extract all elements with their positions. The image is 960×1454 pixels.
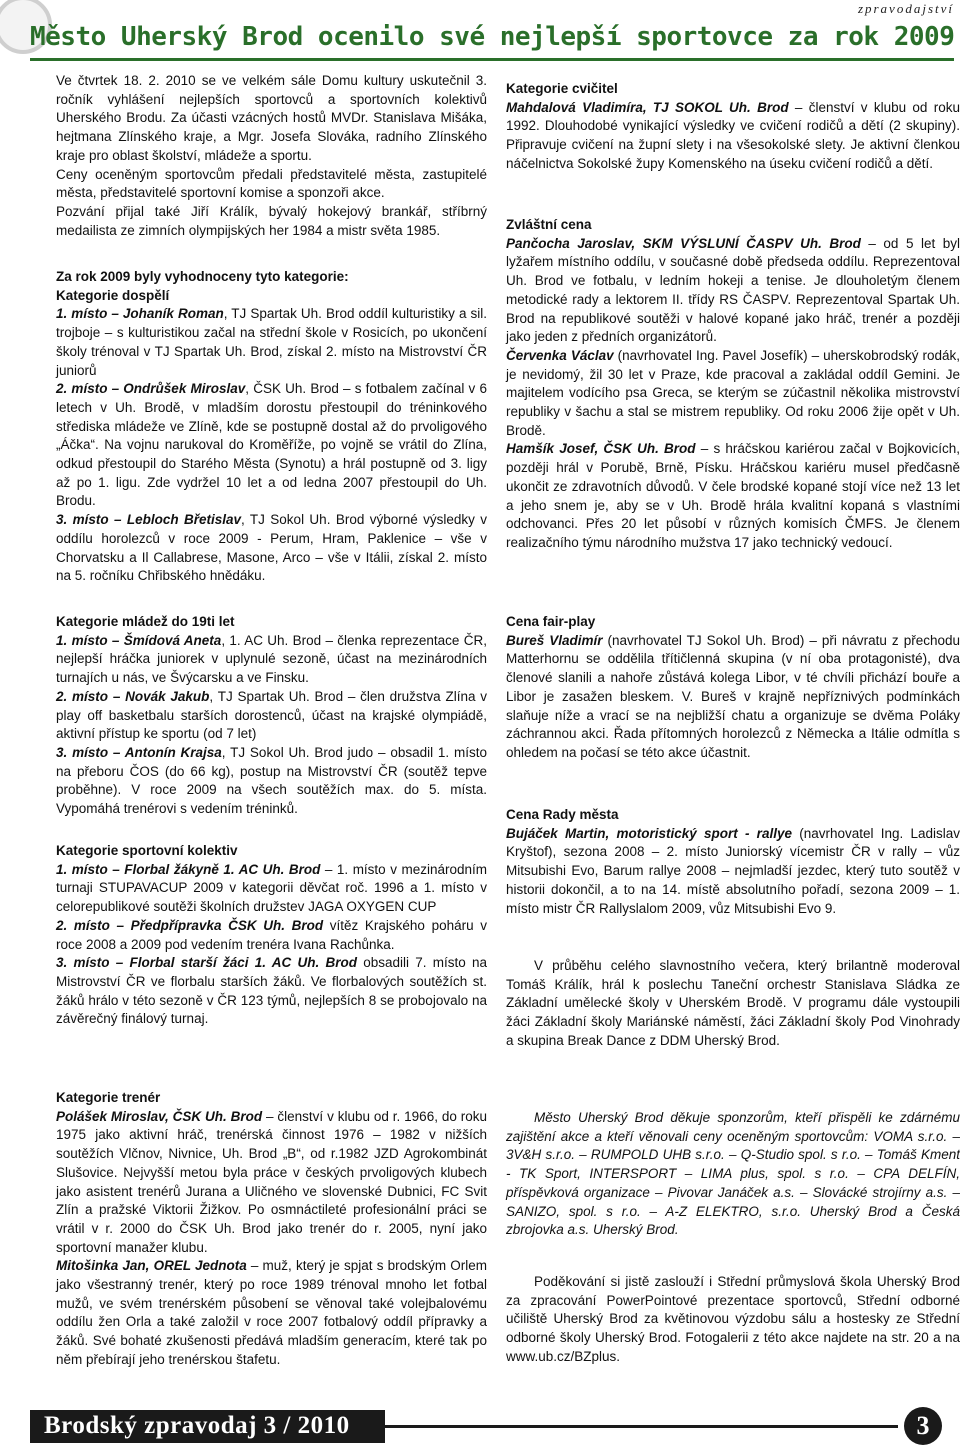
thanks-block [506, 1273, 960, 1367]
special-award-3-name: Hamšík Josef, ČSK Uh. Brod [506, 441, 696, 457]
gym-category-heading: Kategorie cvičitel [506, 81, 618, 96]
fair-play-heading: Cena fair-play [506, 614, 596, 629]
team-award-3-name: 3. místo – Florbal starší žáci 1. AC Uh. Brod [56, 955, 357, 971]
article-title: Město Uherský Brod ocenilo své nejlepší sportovce za rok 2009 [30, 22, 955, 52]
youth-award-2 [56, 688, 487, 744]
special-award-2-text: (navrhovatel Ing. Pavel Josefík) – uherskobrodský rodák, je nevidomý, žil 30 let v Praze, kde pracoval a zakládal oddíl Gemini. Je majitelem vodícího psa Greca, se kterým se zúčastnil několika mistrovství republiky v šachu a stal se mistrem republiky. Od roku 2006 žije opět v Uh. Brodě. [506, 347, 960, 438]
gym-category-block [506, 80, 960, 174]
intro-paragraph-2: Ceny oceněným sportovcům předali představitelé města, zastupitelé města, představitelé sportovní komise a sponzoři akce. [56, 166, 487, 201]
header-rule [30, 58, 954, 61]
youth-award-2-text: , TJ Spartak Uh. Brod – člen družstva Zlína v play off basketbalu starších dorostenců, účast na krajské olympiádě, aktivní přístup ke sportu (od 7 let) [56, 688, 488, 742]
adult-category-heading: Kategorie dospělí [56, 287, 170, 303]
youth-award-3-text: , TJ Sokol Uh. Brod judo – obsadil 1. místo na přeboru ČOS (do 66 kg), postup na Mistrovství ČR (soutěž tepve proběhne). V roce 2009 na všech soutěžích max. do 5. místa. Vypomáhá trenérovi s vedením tréninků. [56, 744, 487, 817]
youth-award-1-name: 1. místo – Šmídová Aneta [56, 632, 222, 648]
special-award-heading: Zvláštní cena [506, 217, 592, 232]
youth-award-1 [56, 632, 487, 688]
council-award-text: (navrhovatel Ing. Ladislav Kryštof), sezona 2008 – 2. místo Juniorský vícemistr ČR v rally – vůz Mitsubishi Evo, Barum rallye 2008 – nejmladší jezdec, který tuto soutěž v historii dokončil, a to na 14. místě absolutního pořadí, sezona 2009 – 1. místo mistr ČR Rallyslalom 2009, vůz Mitsubishi Evo 9. [506, 825, 960, 916]
gym-award-name: Mahdalová Vladimíra, TJ SOKOL Uh. Brod [506, 99, 789, 115]
coach-category-block [56, 1089, 487, 1370]
publication-name: Brodský zpravodaj 3 / 2010 [44, 1412, 350, 1439]
adult-category-block [56, 268, 487, 586]
sponsors-block [506, 1109, 960, 1240]
adult-award-2-text: , ČSK Uh. Brod – s fotbalem začínal v 6 letech v Uh. Brodě, v mladším dorostu přestoupil do tréninkového střediska mládeže ve Zlíně, kde se postupně dostal až do prvoligového „Áčka“. Na vojnu narukoval do Kroměříže, po vojně se vrátil do Zlína, odkud přestoupil do Starého Města (Synotu) a hrál postupně od 3. ligy až po 1. ligu. Zde vydržel 10 let a od ledna 2007 přestoupil do Uh. Brodu. [56, 381, 487, 509]
special-award-1-name: Pančocha Jaroslav, SKM VÝSLUNÍ ČASPV Uh. Brod [506, 235, 861, 251]
team-category-heading: Kategorie sportovní kolektiv [56, 843, 238, 858]
team-award-2-text: vítěz Krajského poháru v roce 2008 a 2009 pod vedením trenéra Ivana Rachůnka. [56, 917, 487, 952]
evening-program-block [506, 957, 960, 1051]
youth-category-heading: Kategorie mládež do 19ti let [56, 614, 235, 629]
evening-program-paragraph: V průběhu celého slavnostního večera, který brilantně moderoval Tomáš Králík, hrál k poslechu Taneční orchestr Stanislava Sládka ze Základní umělecké školy v Uherském Brodě. V programu dále vystoupili žáci Základní školy Mariánské náměstí, žáci Základní školy Pod Vinohrady a skupina Break Dance z DDM Uherský Brod. [506, 958, 960, 1048]
coach-award-1-text: – členství v klubu od r. 1966, do roku 1975 jako aktivní hráč, trenérská činnost 1976 – 1982 v nižších soutěžích Vlčnov, Nivnice, Uh. Brod „B“, od r.1982 JZD Agrokombinát Slušovice. Nejvyšší metou byla práce v českých prvoligových klubech jako asistent trenérů Jurana a Uličného ve slovenské Dubnici, FC Svit Zlín a pražské Viktorii Žižkov. Po osmnáctileté profesionální práci se vrátil v r. 2000 do ČSK Uh. Brod jako trenér do r. 2005, nyní jako sportovní manažer klubu. [56, 1108, 488, 1255]
intro-paragraph-1: Ve čtvrtek 18. 2. 2010 se ve velkém sále Domu kultury uskutečnil 3. ročník vyhlášení nejlepších sportovců a sportovních kolektivů Uherského Brodu. Za účasti vzácných hostů MVDr. Stanislava Mišáka, hejtmana Zlínského kraje, a Mgr. Josefa Slováka, radního Zlínského kraje pro oblast školství, mládeže a sportu. [56, 73, 487, 163]
team-award-2 [56, 917, 487, 954]
thanks-paragraph: Poděkování si jistě zaslouží i Střední průmyslová škola Uherský Brod za zpracování PowerPointové prezentace sportovců, Střední odborné učiliště Uherský Brod za květinovou výzdobu sálu a hostesky ze Střední odborné školy Uherský Brod. Fotogalerii z této akce najdete na str. 20 a na www.ub.cz/BZplus. [506, 1274, 960, 1364]
footer-rule [385, 1425, 898, 1428]
coach-award-2-name: Mitošinka Jan, OREL Jednota [56, 1258, 247, 1274]
youth-award-3-name: 3. místo – Antonín Krajsa [56, 744, 222, 760]
fair-play-award [506, 632, 960, 763]
fair-play-block [506, 613, 960, 763]
coach-category-heading: Kategorie trenér [56, 1090, 161, 1105]
council-award-heading: Cena Rady města [506, 807, 619, 822]
special-award-2-name: Červenka Václav [506, 347, 614, 363]
page-number: 3 [904, 1407, 942, 1445]
section-label: zpravodajství [857, 1, 954, 16]
adult-award-1-name: 1. místo – Johaník Roman [56, 306, 224, 322]
council-award-name: Bujáček Martin, motoristický sport - rallye [506, 825, 792, 841]
intro-paragraph-3: Pozvání přijal také Jiří Králík, bývalý hokejový brankář, stříbrný medailista ze zimních olympijských her 1984 a mistr světa 1985. [56, 203, 487, 238]
adult-award-2-name: 2. místo – Ondrůšek Miroslav [56, 381, 246, 397]
youth-category-block [56, 613, 487, 819]
coach-award-2-text: – muž, který je spjat s brodským Orlem jako všestranný trenér, který po roce 1989 trénoval mnoho let fotbal mužů, ve svém trenérském působení se věnoval také volejbalovému oddílu žen Orla a také založil v roce 2007 fotbalový oddíl přípravky a žáků. Své bohaté zkušenosti předává mladším generacím, které tak po něm přebírají jeho trenérskou štafetu. [56, 1258, 488, 1367]
youth-award-1-text: , 1. AC Uh. Brod – členka reprezentace ČR, nejlepší hráčka juniorek v uplynulé sezoně, účast na mezinárodních turnajích u nás, ve Švýcarsku a ve Finsku. [56, 632, 487, 686]
youth-award-2-name: 2. místo – Novák Jakub [56, 688, 210, 704]
special-award-1 [506, 235, 960, 347]
special-award-3-text: – s hráčskou kariérou začal v Bojkovicích, později hrál v Porubě, Brně, Písku. Hráčskou kariéru musel předčasně ukončit ze zdravotních důvodů. V čele brodské kopané stojí více než 13 let a jeho snem je, aby se v Uh. Brodě hrála kvalitní kopaná s vlastními odchovanci. Přes 20 let působí v různých komisích ČMFS. Je členem realizačního týmu národního mužstva 17 jako technický vedoucí. [506, 441, 960, 550]
team-award-2-name: 2. místo – Předpřípravka ČSK Uh. Brod [56, 917, 324, 933]
sponsors-paragraph: Město Uherský Brod děkuje sponzorům, kteří přispěli ke zdárnému zajištění akce a kteří věnovali ceny oceněným sportovcům: VOMA s.r.o. – 3V&H s.r.o. – RUMPOLD UHB s.r.o. – Q-Studio spol. s r.o. – Tomáš Kment - TK Sport, INTERSPORT – LIMA plus, spol. s r.o. – CPA DELFÍN, příspěvková organizace – Pivovar Janáček a.s. – Slovácké strojírny a.s. – SANIZO, spol. s r.o. – A-Z ELEKTRO, s.r.o. Uherský Brod a Česká zbrojovka a.s. Uherský Brod. [506, 1110, 960, 1238]
coach-award-1 [56, 1108, 487, 1258]
council-award-block [506, 806, 960, 918]
adult-award-1 [56, 305, 487, 380]
special-award-3 [506, 440, 960, 552]
fair-play-award-text: (navrhovatel TJ Sokol Uh. Brod) – při návratu z přechodu Matterhornu se oddělila třítičlenná skupina (v ní oba protagonisté), dva členové slanili a nahoře zůstává kolega Libor, v té chvíli přichází bouře a Libor je zasažen bleskem. V. Bureš v krajně nepříznivých podmínkách slaňuje níže a vrací se na nejbližší chatu a organizuje se dvěma Poláky záchrannou akci. Řada přítomných horolezců z Německa a Itálie odmítla s ohledem na počasí se této akce účastnit. [506, 632, 960, 760]
gym-award-text: – členství v klubu od roku 1992. Dlouhodobé vynikající výsledky ve cvičení rodičů a dětí (2 skupiny). Připravuje cvičení na župní slety i na všesokolské slety. Je aktivní členkou náčelnictva Sokolské župy Komenského na úseku cvičení rodičů a dětí. [506, 99, 960, 171]
special-award-1-text: – od 5 let byl lyžařem místního oddílu, v současné době předseda oddílu. Reprezentoval Uh. Brod ve fotbalu, v ledním hokeji a tenise. Je dlouholetým členem metodické rady a lektorem II. třídy RS ČASPV. Reprezentoval Spartak Uh. Brod na republikové soutěži v halové kopané jako hráč, trenér a později jako jeden z předních organizátorů. [506, 235, 960, 345]
coach-award-1-name: Polášek Miroslav, ČSK Uh. Brod [56, 1108, 263, 1124]
gym-award [506, 99, 960, 174]
adult-award-3-text: , TJ Sokol Uh. Brod výborné výsledky v oddílu horolezců v roce 2009 - Perum, Hram, Paklenice – vše v Chorvatsku a Il Callabrese, Masone, Arco – vše v Itálii, získal 2. místo na 5. ročníku Chřibského hnědáku. [56, 512, 487, 584]
intro-block [56, 72, 487, 240]
adult-award-3 [56, 511, 487, 586]
categories-heading: Za rok 2009 byly vyhodnoceny tyto kategorie: [56, 269, 349, 284]
team-award-3 [56, 954, 487, 1029]
team-award-3-text: obsadili 7. místo na Mistrovství ČR ve florbalu starších žáků. Ve florbalových soutěžích st. žáků hrálo v této sezoně v ČR 123 týmů, nejlepších 8 se probojovalo na závěrečný finálový turnaj. [56, 955, 487, 1027]
adult-award-2 [56, 380, 487, 511]
adult-award-1-text: , TJ Spartak Uh. Brod oddíl kulturistiky a sil. trojboje – s kulturistikou začal na střední škole v Rosicích, po ukončení školy trénoval v TJ Spartak Uh. Brod, získal 2. místo na Mistrovství ČR juniorů [56, 306, 487, 378]
coach-award-2 [56, 1257, 487, 1369]
team-category-block [56, 842, 487, 1029]
team-award-1 [56, 861, 487, 917]
team-award-1-text: – 1. místo v mezinárodním turnaji STUPAVACUP 2009 v kategorii děvčat roč. 1996 a 1. místo v celorepublikové soutěži školních družstev JAGA OXYGEN CUP [56, 861, 487, 915]
team-award-1-name: 1. místo – Florbal žákyně 1. AC Uh. Brod [56, 861, 321, 877]
youth-award-3 [56, 744, 487, 819]
adult-award-3-name: 3. místo – Lebloch Břetislav [56, 512, 242, 528]
special-award-2 [506, 347, 960, 441]
special-award-block [506, 216, 960, 553]
fair-play-award-name: Bureš Vladimír [506, 632, 603, 648]
council-award [506, 825, 960, 919]
